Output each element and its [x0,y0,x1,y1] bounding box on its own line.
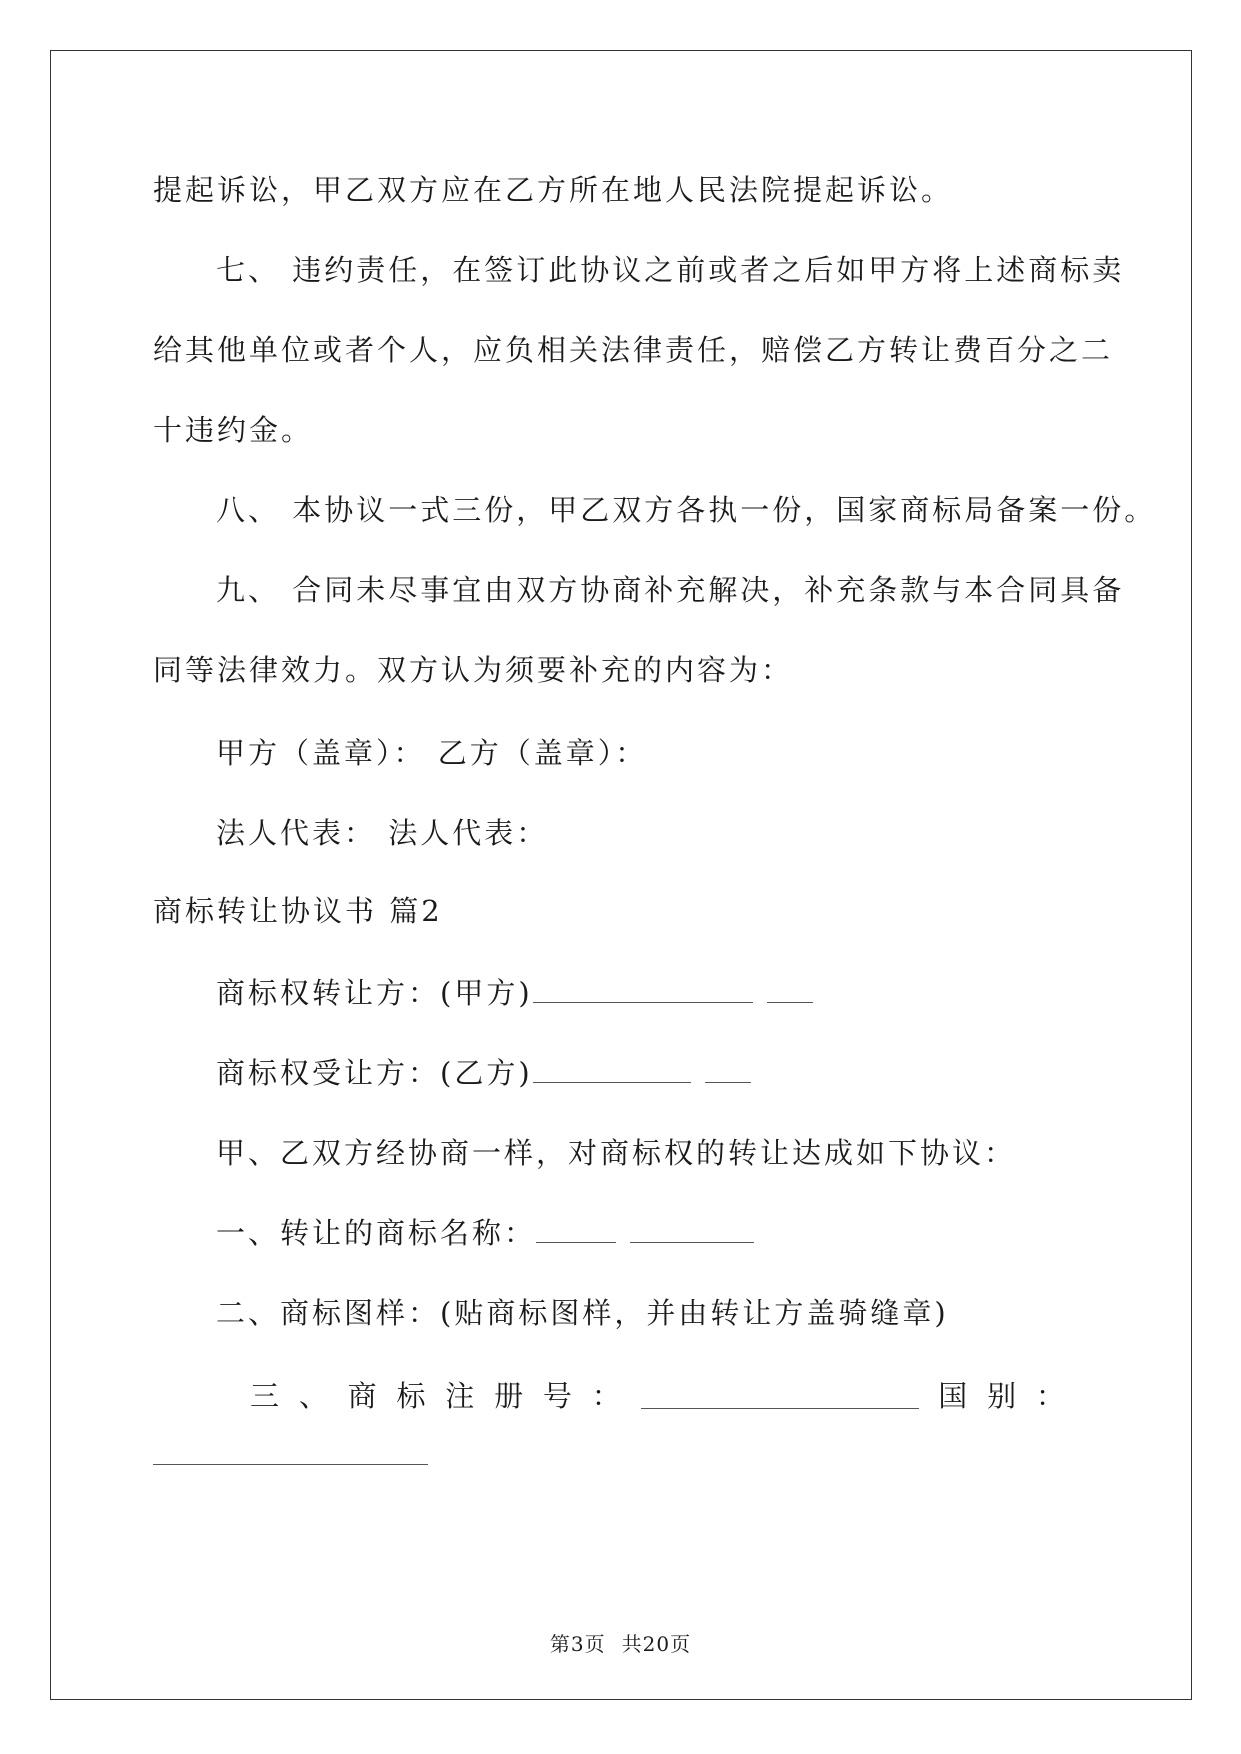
page-border [50,50,1192,1700]
registration-number-line [250,1378,1065,1414]
agreement-intro: 甲、乙双方经协商一样，对商标权的转让达成如下协议： [216,1136,1017,1170]
transferee-line [216,1055,751,1091]
transferee-label: 商标权受让方：(乙方) [216,1056,533,1090]
trademark-name-line [216,1215,754,1251]
char: 册 [494,1379,524,1413]
char: 别 [987,1379,1017,1413]
blank-field [153,1464,428,1465]
trademark-name-label: 一、转让的商标名称： [216,1216,537,1250]
char: 三 [250,1379,280,1413]
blank-field [705,1058,751,1083]
text-line: 给其他单位或者个人，应负相关法律责任，赔偿乙方转让费百分之二 [153,333,1114,367]
blank-field [630,1218,754,1243]
text-line: 提起诉讼，甲乙双方应在乙方所在地人民法院提起诉讼。 [153,173,954,207]
char: 、 [298,1379,328,1413]
char: ： [591,1379,621,1413]
section-heading: 商标转让协议书 篇2 [153,894,443,928]
char: 标 [396,1379,426,1413]
page-footer [0,1628,1241,1657]
blank-field [533,1058,691,1083]
blank-field [533,978,753,1003]
blank-field [767,978,813,1003]
blank-field [641,1378,919,1409]
transferor-line [216,975,813,1011]
char: 注 [445,1379,475,1413]
char: 号 [542,1379,572,1413]
char: 商 [347,1379,377,1413]
text-line: 十违约金。 [153,413,314,447]
page-number: 第3页 [549,1632,606,1656]
clause-seven: 七、 违约责任，在签订此协议之前或者之后如甲方将上述商标卖 [216,253,1125,287]
char: 国 [938,1379,968,1413]
page-total: 共20页 [621,1632,692,1656]
clause-eight: 八、 本协议一式三份，甲乙双方各执一份，国家商标局备案一份。 [216,493,1157,527]
representative-line: 法人代表： 法人代表： [216,816,549,850]
text-line: 同等法律效力。双方认为须要补充的内容为： [153,653,794,687]
transferor-label: 商标权转让方：(甲方) [216,976,533,1010]
char: ： [1035,1379,1065,1413]
clause-nine: 九、 合同未尽事宜由双方协商补充解决，补充条款与本合同具备 [216,573,1125,607]
seal-line: 甲方（盖章）： 乙方（盖章）： [216,736,648,770]
blank-field [536,1218,616,1243]
trademark-image-line: 二、商标图样：(贴商标图样，并由转让方盖骑缝章) [216,1296,949,1330]
